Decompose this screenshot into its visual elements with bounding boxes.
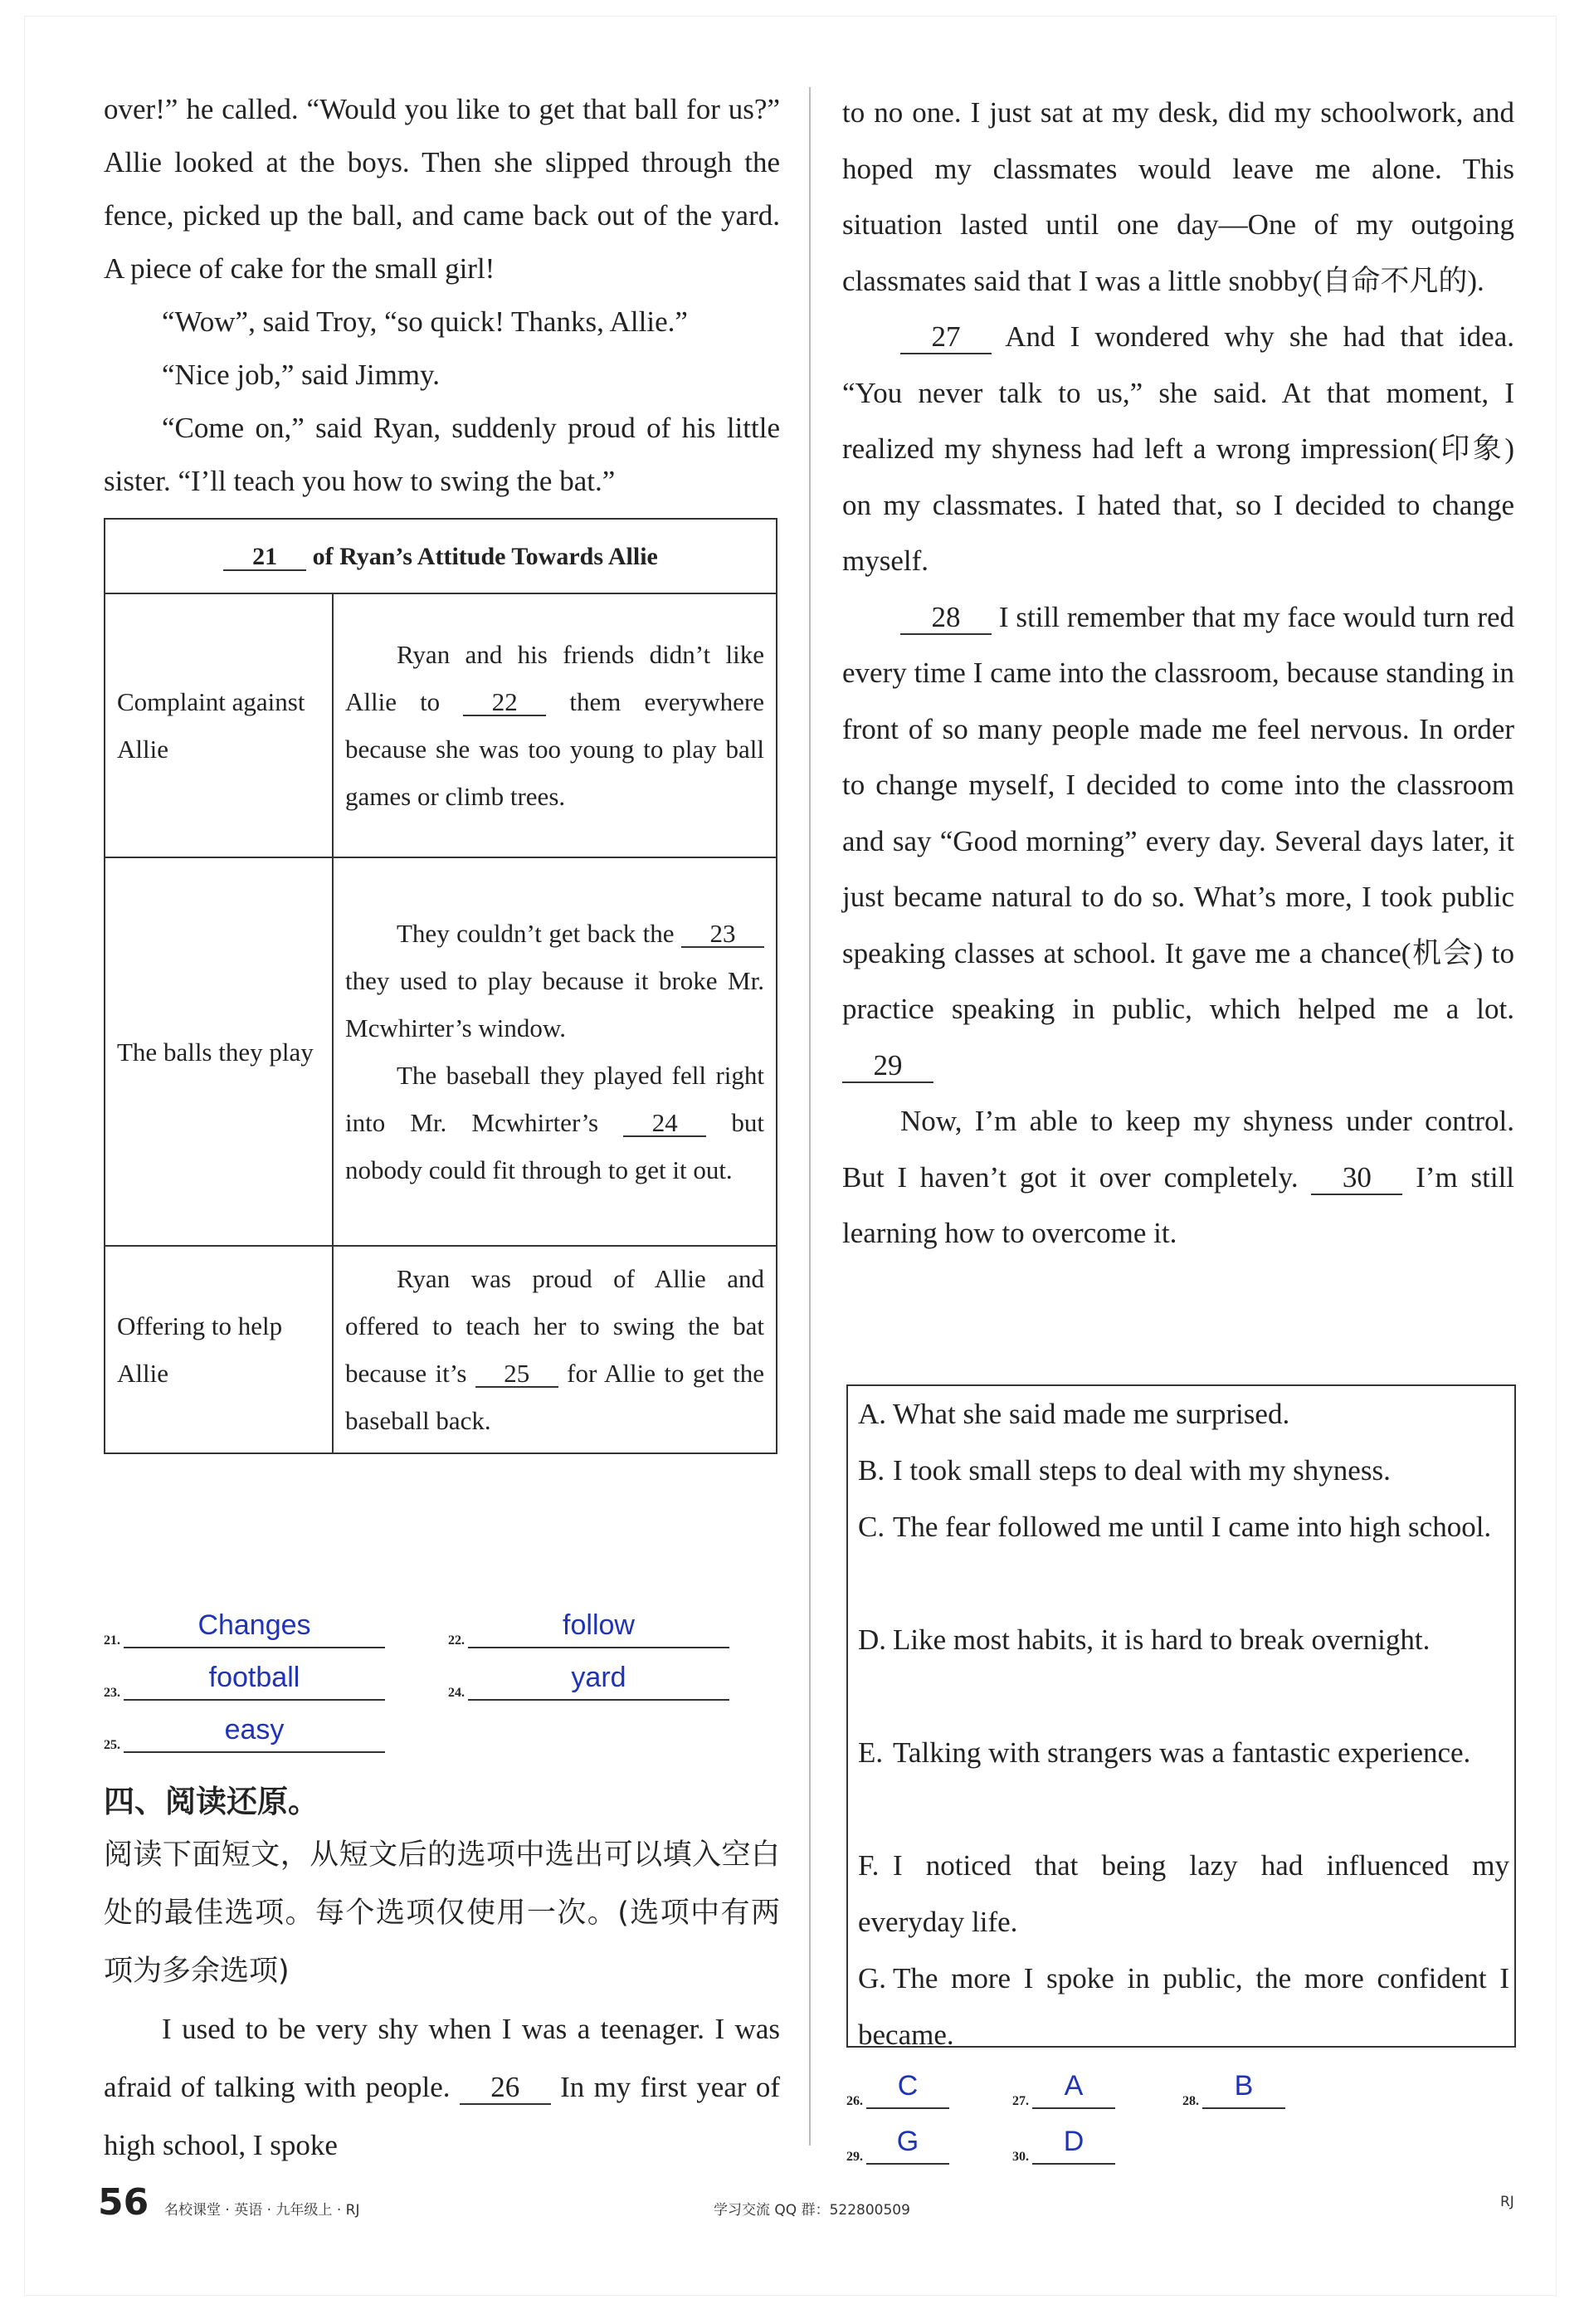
handwritten-answer: A: [1064, 2070, 1084, 2102]
passage-start: I used to be very shy when I was a teenager. I was afraid of talking with people. 26 In my first year of high school, I spoke: [104, 2013, 780, 2161]
passage-paragraph: “Wow”, said Troy, “so quick! Thanks, Allie.”: [162, 305, 688, 338]
handwritten-answer: easy: [224, 1714, 285, 1745]
section-title: 四、阅读还原。: [104, 1784, 319, 1819]
answer-28: 28. B: [1182, 2071, 1285, 2109]
table-title: [105, 519, 777, 593]
blank-22: 22: [463, 690, 546, 716]
blank-21: 21: [223, 544, 306, 571]
row-label: Complaint against Allie: [105, 593, 333, 857]
option-g: G. The more I spoke in public, the more confident I became.: [858, 1962, 1509, 2051]
answer-21: 21. Changes: [104, 1610, 385, 1648]
row-label: The balls they play: [105, 857, 333, 1246]
blank-30: 30: [1311, 1162, 1402, 1195]
handwritten-answer: football: [208, 1662, 300, 1693]
blank-23: 23: [681, 921, 764, 948]
row-label: Offering to help Allie: [105, 1246, 333, 1453]
option-a: A. What she said made me surprised.: [858, 1398, 1290, 1430]
handwritten-answer: D: [1063, 2126, 1085, 2157]
handwritten-answer: yard: [571, 1662, 626, 1693]
right-column: [842, 85, 1514, 1262]
attitude-table: [104, 518, 777, 1454]
answer-23: 23. football: [104, 1662, 385, 1701]
option-f: F. I noticed that being lazy had influenced my everyday life.: [858, 1849, 1509, 1938]
blank-28: 28: [900, 602, 992, 635]
answer-27: 27. A: [1012, 2071, 1115, 2109]
answer-25: 25. easy: [104, 1715, 385, 1753]
book-title: 名校课堂 · 英语 · 九年级上 · RJ: [164, 2202, 360, 2219]
option-b: B. I took small steps to deal with my shyness.: [858, 1454, 1391, 1487]
blank-26: 26: [460, 2072, 551, 2105]
blank-29: 29: [842, 1050, 933, 1083]
passage-paragraph: 28 I still remember that my face would turn red every time I came into the classroom, because standing in front of so many people made me feel nervous. In order to change myself, I decided to come into the classroom and say “Good morning” every day. Several days later, it just became natural to do so. What’s more, I took public speaking classes at school. It gave me a chance(机会) to practice speaking in public, which helped me a lot. 29: [842, 600, 1515, 1081]
handwritten-answer: follow: [563, 1609, 635, 1641]
passage-paragraph: to no one. I just sat at my desk, did my schoolwork, and hoped my classmates would leave me alone. This situation lasted until one day—One of my outgoing classmates said that I was a little snobby(自命不凡的).: [842, 96, 1514, 297]
table-title-text: of Ryan’s Attitude Towards Allie: [312, 542, 658, 570]
answer-29: 29. G: [846, 2126, 949, 2165]
passage-paragraph: over!” he called. “Would you like to get that ball for us?” Allie looked at the boys. Then she slipped through the fence, picked up the ball, and came back out of the yard. A piece of cake for the small girl!: [104, 93, 780, 285]
row-text: Ryan and his friends didn’t like Allie to 22 them everywhere because she was too young to play ball games or climb trees.: [333, 593, 777, 857]
qq-group: 学习交流 QQ 群：522800509: [714, 2202, 910, 2219]
passage-text: In my first year of high school, I spoke: [104, 2071, 780, 2161]
answer-30: 30. D: [1012, 2126, 1115, 2165]
option-e: E. Talking with strangers was a fantastic experience.: [858, 1736, 1471, 1769]
section-instruction: 阅读下面短文，从短文后的选项中选出可以填入空白处的最佳选项。每个选项仅使用一次。(选项中有两项为多余选项): [104, 1838, 780, 1988]
passage-paragraph: 27 And I wondered why she had that idea. “You never talk to us,” she said. At that moment, I realized my shyness had left a wrong impression(印象) on my classmates. I hated that, so I decided to change myself.: [842, 320, 1514, 577]
blank-24: 24: [623, 1111, 706, 1137]
row-text: They couldn’t get back the 23 they used to play because it broke Mr. Mcwhirter’s window. The baseball they played fell right into Mr. Mcwhirter’s 24 but nobody could fit through to get it out.: [333, 857, 777, 1246]
passage-paragraph: “Nice job,” said Jimmy.: [162, 359, 441, 391]
handwritten-answer: C: [897, 2070, 919, 2102]
page-number: 56: [98, 2181, 149, 2224]
passage-paragraph: “Come on,” said Ryan, suddenly proud of his little sister. “I’ll teach you how to swing the bat.”: [104, 412, 780, 497]
left-column: [104, 83, 780, 1454]
column-divider: [809, 87, 811, 2146]
row-text: Ryan was proud of Allie and offered to teach her to swing the bat because it’s 25 for Allie to get the baseball back.: [333, 1246, 777, 1453]
handwritten-answer: G: [896, 2126, 919, 2157]
edition-mark: RJ: [1500, 2194, 1514, 2210]
options-box: [846, 1384, 1516, 2051]
option-c: C. The fear followed me until I came into high school.: [858, 1511, 1492, 1543]
handwritten-answer: B: [1234, 2070, 1254, 2102]
handwritten-answer: Changes: [197, 1609, 311, 1641]
passage-paragraph: Now, I’m able to keep my shyness under control. But I haven’t got it over completely. 30 I’m still learning how to overcome it.: [842, 1105, 1515, 1249]
blank-25: 25: [475, 1361, 558, 1388]
answer-24: 24. yard: [448, 1662, 729, 1701]
answer-26: 26. C: [846, 2071, 949, 2109]
blank-27: 27: [900, 321, 992, 354]
answer-22: 22. follow: [448, 1610, 729, 1648]
option-d: D. Like most habits, it is hard to break overnight.: [858, 1623, 1431, 1656]
